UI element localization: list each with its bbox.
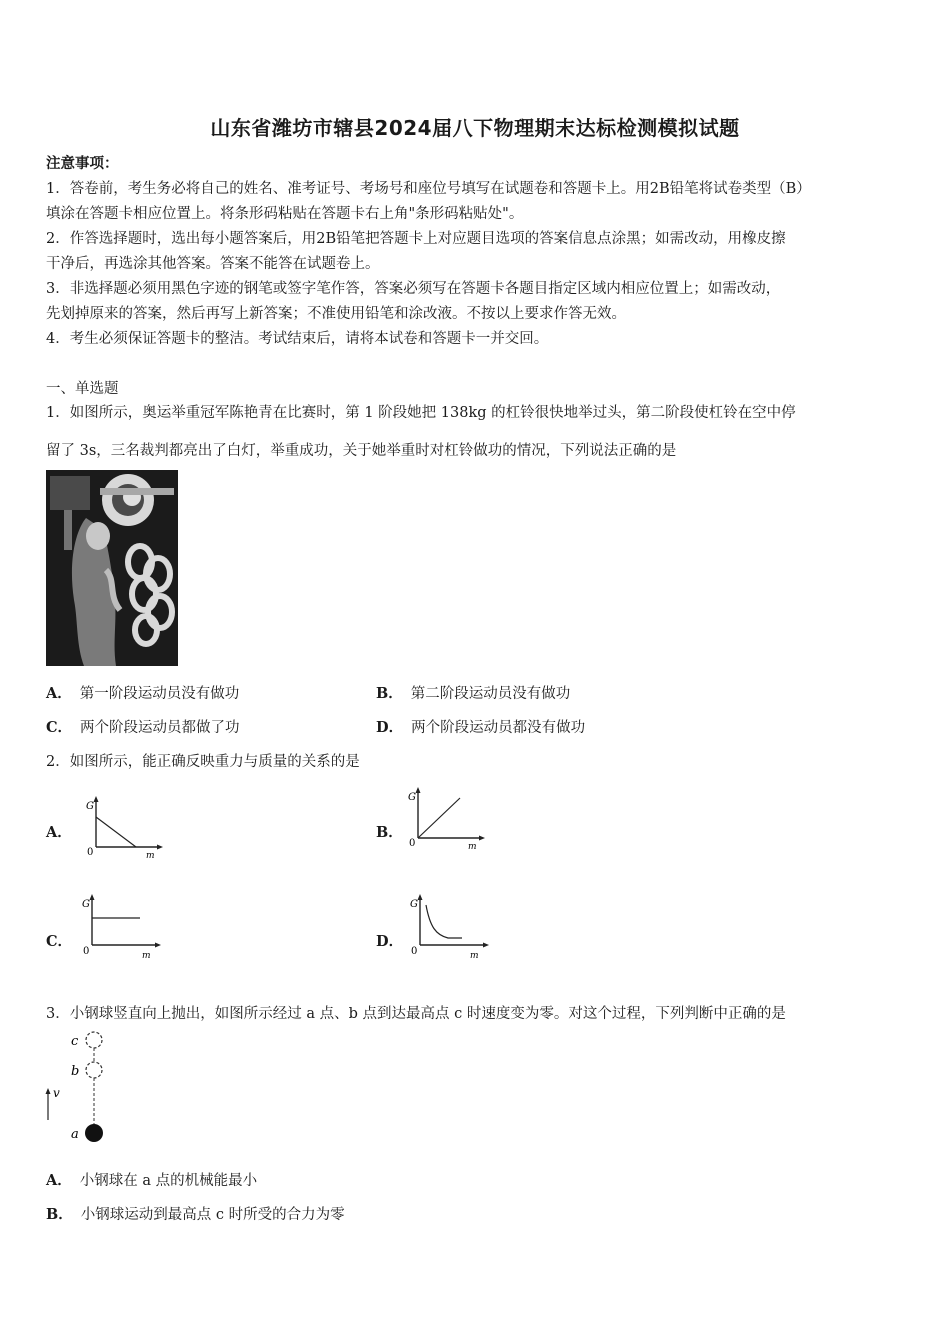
origin-label: 0 xyxy=(411,946,418,957)
option-key: D． xyxy=(376,933,404,950)
option-key: C． xyxy=(46,719,73,736)
notice-line: 1．答卷前，考生务必将自己的姓名、准考证号、考场号和座位号填写在试题卷和答题卡上。用2B铅笔将试卷类型（B） xyxy=(46,181,811,197)
option-key: B． xyxy=(46,1206,73,1223)
graph-b xyxy=(406,786,488,852)
origin-label: 0 xyxy=(87,847,94,858)
y-axis-label: G xyxy=(408,792,416,803)
notice-line: 干净后，再选涂其他答案。答案不能答在试题卷上。 xyxy=(46,256,380,272)
option-key: A． xyxy=(46,1172,72,1189)
q3-option-b[interactable] xyxy=(46,1203,345,1224)
weightlifter-photo xyxy=(46,470,178,666)
q1-stem-line1: 1．如图所示，奥运举重冠军陈艳青在比赛时，第 1 阶段她把 138kg 的杠铃很快地举过头，第二阶段使杠铃在空中停 xyxy=(46,405,796,421)
label-a: a xyxy=(71,1127,79,1142)
q1-stem-line2: 留了 3s，三名裁判都亮出了白灯，举重成功，关于她举重时对杠铃做功的情况，下列说法正确的是 xyxy=(46,443,677,459)
ball-diagram xyxy=(40,1026,120,1146)
option-key: B． xyxy=(376,824,403,841)
option-key: A． xyxy=(46,685,72,702)
q3-option-a[interactable] xyxy=(46,1169,257,1190)
x-axis-label: m xyxy=(468,842,477,852)
option-text: 小钢球在 a 点的机械能最小 xyxy=(79,1173,258,1189)
y-axis-label: G xyxy=(86,801,94,812)
option-text: 第一阶段运动员没有做功 xyxy=(79,686,240,702)
y-axis-label: G xyxy=(410,899,418,910)
label-c: c xyxy=(71,1034,79,1049)
notice-line: 2．作答选择题时，选出每小题答案后，用2B铅笔把答题卡上对应题目选项的答案信息点涂黑；如需改动，用橡皮擦 xyxy=(46,231,786,247)
graph-d xyxy=(406,893,492,961)
option-text: 两个阶段运动员都没有做功 xyxy=(411,720,586,736)
option-key: C． xyxy=(46,933,73,950)
q2-option-c[interactable] xyxy=(46,930,80,951)
graph-a xyxy=(84,795,166,861)
y-axis-label: G xyxy=(82,899,90,910)
q3-stem: 3．小钢球竖直向上抛出，如图所示经过 a 点、b 点到达最高点 c 时速度变为零。对这个过程，下列判断中正确的是 xyxy=(46,1006,786,1022)
option-key: B． xyxy=(376,685,403,702)
x-axis-label: m xyxy=(146,851,155,861)
label-b: b xyxy=(71,1064,80,1079)
option-text: 小钢球运动到最高点 c 时所受的合力为零 xyxy=(80,1207,345,1223)
q2-option-a[interactable] xyxy=(46,821,80,842)
page-title: 山东省潍坊市辖县2024届八下物理期末达标检测模拟试题 xyxy=(210,116,740,140)
notice-line: 3．非选择题必须用黑色字迹的钢笔或签字笔作答，答案必须写在答题卡各题目指定区域内相应位置上；如需改动， xyxy=(46,281,781,297)
graph-c xyxy=(78,893,164,961)
q2-stem: 2．如图所示，能正确反映重力与质量的关系的是 xyxy=(46,754,360,770)
option-text: 第二阶段运动员没有做功 xyxy=(410,686,571,702)
notice-line: 填涂在答题卡相应位置上。将条形码粘贴在答题卡右上角"条形码粘贴处"。 xyxy=(46,206,524,222)
section-heading: 一、单选题 xyxy=(46,381,119,397)
q1-option-c[interactable] xyxy=(46,716,240,737)
notice-line: 4．考生必须保证答题卡的整洁。考试结束后，请将本试卷和答题卡一并交回。 xyxy=(46,331,549,347)
option-key: A． xyxy=(46,824,72,841)
x-axis-label: m xyxy=(142,951,151,961)
origin-label: 0 xyxy=(83,946,90,957)
option-key: D． xyxy=(376,719,404,736)
q1-option-d[interactable] xyxy=(376,716,585,737)
x-axis-label: m xyxy=(470,951,479,961)
q1-option-b[interactable] xyxy=(376,682,570,703)
notice-line: 先划掉原来的答案，然后再写上新答案；不准使用铅笔和涂改液。不按以上要求作答无效。 xyxy=(46,306,626,322)
origin-label: 0 xyxy=(409,838,416,849)
q1-option-a[interactable] xyxy=(46,682,239,703)
notice-heading: 注意事项： xyxy=(46,155,119,172)
label-v: v xyxy=(53,1086,60,1100)
option-text: 两个阶段运动员都做了功 xyxy=(80,720,240,736)
